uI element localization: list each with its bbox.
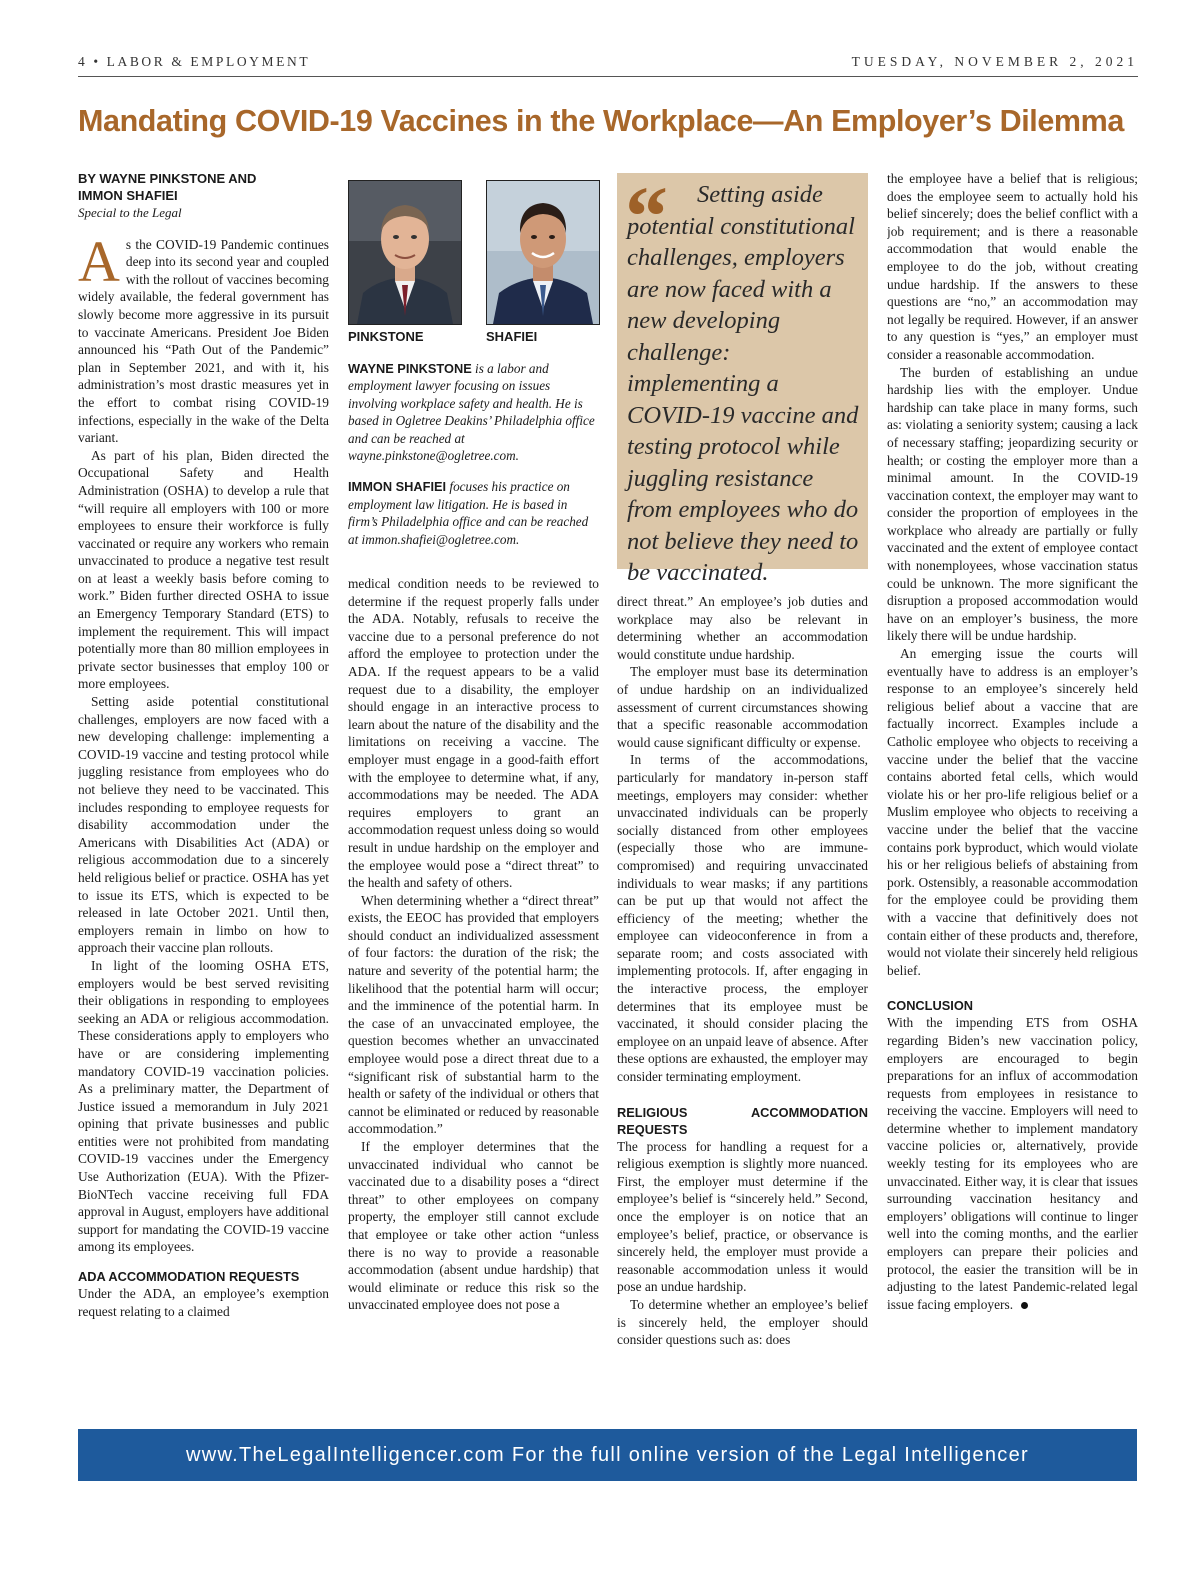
bio-name-pinkstone: WAYNE PINKSTONE [348, 361, 472, 376]
pull-quote-text: Setting aside potential constitutional challenges, employers are now faced with a new developing challenge: implementing a COVID-19 vaccine and testing protocol while juggling resistance from employees who do not believe they need to be vaccinated. [627, 181, 859, 586]
subhead-religious: RELIGIOUS ACCOMMODATION REQUESTS [617, 1104, 868, 1137]
paragraph: The process for handling a request for a religious exemption is slightly more nuanced. First, the employer must determine if the employee’s belief is “sincerely held.” Second, once the employer is on notice that an employee’s belief, practice, or observance is sincerely held, the employer must provide a reasonable accommodation unless it would pose an undue hardship. [617, 1138, 868, 1295]
issue-date: TUESDAY, NOVEMBER 2, 2021 [851, 54, 1138, 69]
author-photo-pinkstone [348, 180, 462, 325]
column-4 [887, 170, 1138, 1420]
bio-text-pinkstone: is a labor and employment lawyer focusing on issues involving workplace safety and health. He is based in Ogletree Deakins’ Philadelphia office and can be reached at wayne.pinkstone@ogletree.com. [348, 361, 595, 464]
section-label: 4 • LABOR & EMPLOYMENT [78, 54, 311, 69]
paragraph: An emerging issue the courts will eventually have to address is an employer’s response to an employee’s sincerely held religious belief about a vaccine that are factually incorrect. Examples include a Catholic employee who objects to receiving a vaccine under the belief that the vaccine contains aborted fetal cells, which would violate his or her pro-life religious belief or a Muslim employee who objects to receiving a vaccine under the belief that the vaccine contains pork byproduct, which would violate his or her religious beliefs of abstaining from pork. Ostensibly, a reasonable accommodation for the employee could be providing them with a vaccine that definitively does not contain either of these products and, therefore, would not violate their sincerely held religious belief. [887, 646, 1138, 978]
column-2 [348, 575, 599, 1420]
article-headline: Mandating COVID-19 Vaccines in the Workplace—An Employer’s Dilemma [78, 104, 1124, 138]
author-bios [348, 360, 600, 562]
paragraph: direct threat.” An employee’s job duties and workplace may also be relevant in determining whether an accommodation would constitute undue hardship. [617, 594, 868, 662]
paragraph: If the employer determines that the unvaccinated individual who cannot be vaccinated due to a disability poses a “direct threat” to other employees on company property, the employer still cannot exclude that employee or take other action “unless there is no way to provide a reasonable accommodation (absent undue hardship) that would eliminate or reduce this risk so the unvaccinated employee does not pose a [348, 1139, 599, 1313]
paragraph: Setting aside potential constitutional challenges, employers are now faced with a new developing challenge: implementing a COVID-19 vaccine and testing protocol while juggling resistance from employees who do not believe they need to be vaccinated. This includes responding to employee requests for disability accommodation under the Americans with Disabilities Act (ADA) or religious accommodation due to a sincerely held religious belief or practice. OSHA has yet to issue its ETS, which is expected to be released in late October 2021. Until then, employers remain in limbo on how to approach their vaccine plan rollouts. [78, 694, 329, 956]
bio-text-shafiei: focuses his practice on employment law litigation. He is based in firm’s Philadelphia office and can be reached at immon.shafiei@ogletree.com. [348, 479, 589, 547]
bio-shafiei [348, 478, 600, 548]
column-3 [617, 593, 868, 1420]
conclusion-text: With the impending ETS from OSHA regarding Biden’s new vaccination policy, employers are encouraged to begin preparations for an influx of accommodation requests from employees in resistance to receiving the vaccine. Employers will need to determine whether to implement mandatory vaccine policies or, alternatively, provide weekly testing for its employees who are unvaccinated. Either way, it is clear that issues surrounding vaccination hesitancy and employers’ obligations will continue to linger well into the coming months, and the earlier employers can prepare their policies and protocol, the easier the transition will be in adjusting to the latest Pandemic-related legal issue facing employers. [887, 1015, 1138, 1312]
paragraph: In terms of the accommodations, particularly for mandatory in-person staff meetings, employers may consider: whether unvaccinated individuals can be properly socially distanced from other employees (especially those who are immune-compromised) and requiring unvaccinated individuals to wear masks; if any partitions can be put up that would not affect the efficiency of the meeting; whether the employee can videoconference in from a separate room; and costs associated with implementing protocols. If, after engaging in the interactive process, the employer determines that its employee must be vaccinated, it should consider placing the employee on an unpaid leave of absence. After these options are exhausted, the employer may consider terminating employment. [617, 752, 868, 1085]
paragraph: When determining whether a “direct threat” exists, the EEOC has provided that employers should conduct an individualized assessment of four factors: the duration of the risk; the nature and severity of the potential harm; the likelihood that the potential harm will occur; and the imminence of the potential harm. In the case of an unvaccinated employee, the question becomes whether an unvaccinated employee would pose a direct threat due to a “significant risk of substantial harm to the health or safety of the individual or others that cannot be eliminated or reduced by reasonable accommodation.” [348, 892, 599, 1137]
paragraph: the employee have a belief that is religious; does the employee seem to actually hold his belief sincerely; does the belief conflict with a job requirement; and is there a reasonable accommodation that would enable the employee to do the job, without creating undue hardship. If the answers to these questions are “no,” an accommodation may not legally be required. However, if an answer to any question is “yes,” an employer must consider a reasonable accommodation. [887, 171, 1138, 362]
subhead-ada: ADA ACCOMMODATION REQUESTS [78, 1269, 300, 1285]
bio-name-shafiei: IMMON SHAFIEI [348, 479, 447, 495]
photo-caption-pinkstone: PINKSTONE [348, 329, 424, 344]
byline-line-2: IMMON SHAFIEI [78, 188, 178, 203]
conclusion-paragraph [887, 1014, 1138, 1313]
end-mark-icon [1021, 1302, 1028, 1309]
drop-cap: A [78, 228, 120, 294]
paragraph: The employer must base its determination of undue hardship on an individualized assessment of current circumstances showing that a specific reasonable accommodation would cause significant difficulty or expense. [617, 664, 868, 750]
paragraph: The burden of establishing an undue hardship lies with the employer. Undue hardship can take place in many forms, such as: violating a seniority system; causing a lack of necessary staffing; jeopardizing security or health; or costing the employer more than a minimal amount. In the COVID-19 vaccination context, the employer may want to consider the proportion of employees in the workplace who already are partially or fully vaccinated and the extent of employee contact with nonemployees, whose vaccination status could be unknown. The more significant the disruption a proposed accommodation would have on an employer’s business, the more likely there will be undue hardship. [887, 364, 1138, 644]
paragraph: In light of the looming OSHA ETS, employers would be best served revisiting their obligations in responding to employees seeking an ADA or religious accommodation. These considerations apply to employers who have or are considering implementing mandatory COVID-19 vaccination policies. As a preliminary matter, the Department of Justice issued a memorandum in July 2021 opining that private businesses and public entities were not prohibited from mandating COVID-19 vaccines under the Emergency Use Authorization (EUA). With the Pfizer-BioNTech vaccine receiving full FDA approval in August, employers have additional support for mandating the COVID-19 vaccine among its employees. [78, 957, 329, 1255]
lead-paragraph [78, 228, 329, 447]
paragraph: As part of his plan, Biden directed the Occupational Safety and Health Administration (OSHA) to develop a rule that “will require all employers with 100 or more employees to ensure their workforce is fully vaccinated or require any workers who remain unvaccinated to produce a negative test result on at least a weekly basis before coming to work.” Biden further directed OSHA to issue an Emergency Temporary Standard (ETS) to implement the requirement. This will impact potentially more than 80 million employees in private sector businesses that employ 100 or more employees. [78, 447, 329, 692]
paragraph: medical condition needs to be reviewed to determine if the request properly falls under the ADA. Notably, refusals to receive the vaccine due to a personal preference do not afford the employee to protection under the ADA. If the request appears to be a valid request due to a disability, the employer should engage in an interactive process to learn about the nature of the disability and the limitations on receiving a vaccine. The employer must engage in a good-faith effort with the employee to determine what, if any, accommodations may be needed. The ADA requires employers to grant an accommodation request unless doing so would result in undue hardship on the employer and the employee would pose a “direct threat” to the health and safety of others. [348, 576, 599, 891]
header-rule [78, 76, 1138, 77]
paragraph: Under the ADA, an employee’s exemption request relating to a claimed [78, 1286, 329, 1319]
author-photo-shafiei [486, 180, 600, 325]
column-1 [78, 170, 329, 1420]
photo-caption-shafiei: SHAFIEI [486, 329, 538, 344]
byline-line-1: BY WAYNE PINKSTONE AND [78, 171, 257, 186]
subhead-conclusion: CONCLUSION [887, 998, 974, 1014]
pull-quote [617, 168, 868, 586]
page-header [78, 54, 1138, 74]
footer-banner-link[interactable]: www.TheLegalIntelligencer.com For the full online version of the Legal Intelligencer [78, 1429, 1137, 1481]
paragraph: To determine whether an employee’s belief is sincerely held, the employer should consider questions such as: does [617, 1296, 868, 1348]
quote-mark-icon: “ [625, 168, 668, 264]
byline-special: Special to the Legal [78, 205, 182, 220]
lead-text: s the COVID-19 Pandemic continues deep into its second year and coupled with the rollout of vaccines becoming widely available, the federal government has slowly become more aggressive in its pursuit to vaccinate Americans. President Joe Biden announced his “Path Out of the Pandemic” plan in September 2021, and with it, his administration’s most drastic measures yet in the effort to combat rising COVID-19 infections, especially in the wake of the Delta variant. [78, 236, 329, 446]
bio-pinkstone [348, 360, 600, 464]
